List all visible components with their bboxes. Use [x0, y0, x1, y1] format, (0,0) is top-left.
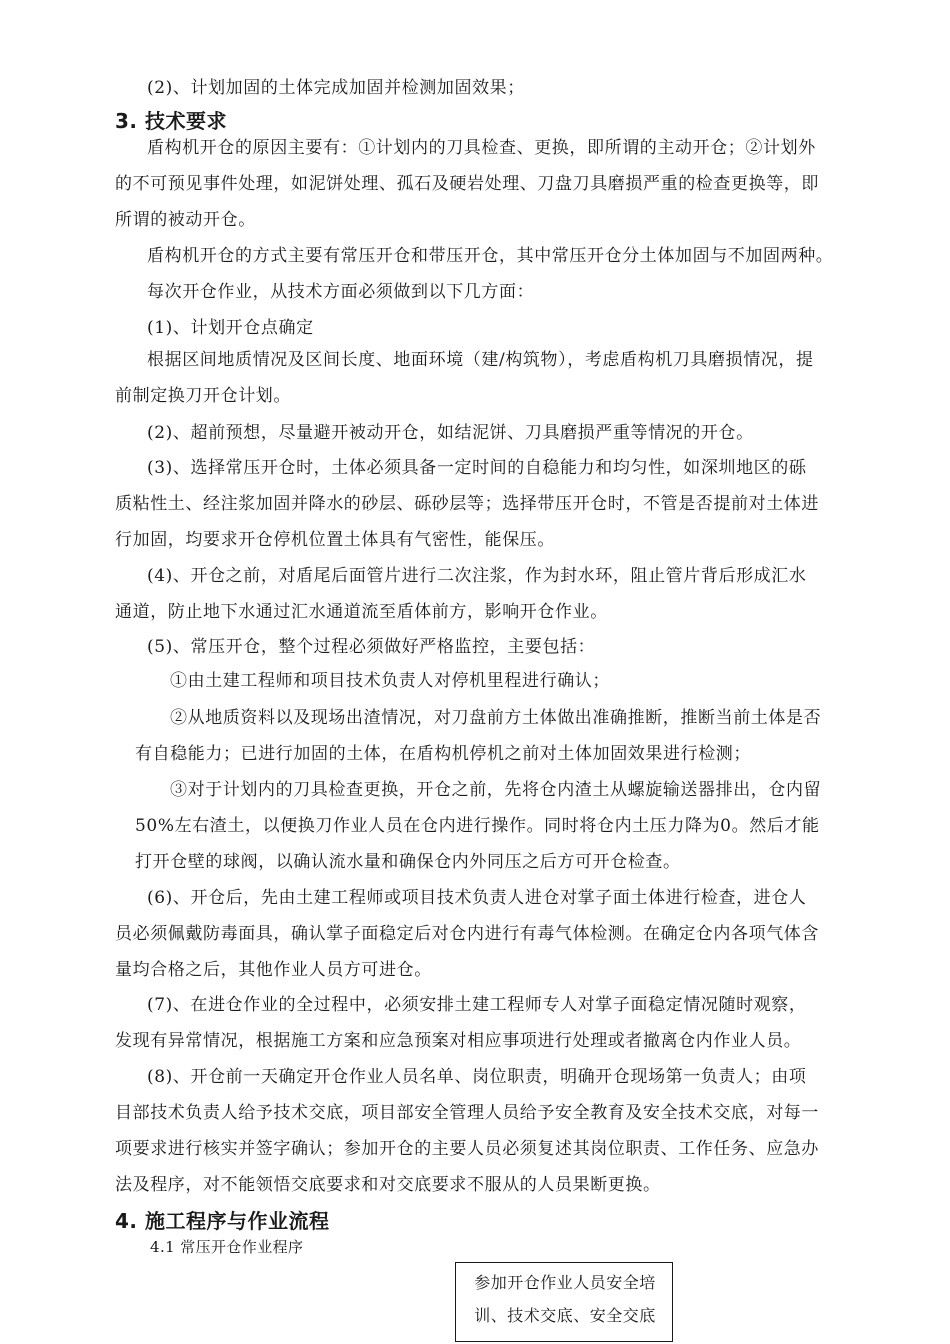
section-heading-construction-procedure: 4. 施工程序与作业流程: [115, 1209, 330, 1233]
paragraph-line: 盾构机开仓的方式主要有常压开仓和带压开仓，其中常压开仓分土体加固与不加固两种。: [147, 246, 834, 266]
paragraph-line: 发现有异常情况，根据施工方案和应急预案对相应事项进行处理或者撤离仓内作业人员。: [115, 1031, 802, 1051]
flowchart-step-text: 训、技术交底、安全交底: [474, 1306, 656, 1325]
paragraph-line: 通道，防止地下水通过汇水通道流至盾体前方，影响开仓作业。: [115, 602, 608, 622]
paragraph-line: (4)、开仓之前，对盾尾后面管片进行二次注浆，作为封水环，阻止管片背后形成汇水: [147, 566, 807, 586]
section-heading-tech-requirements: 3. 技术要求: [115, 109, 227, 133]
paragraph-line: (6)、开仓后，先由土建工程师或项目技术负责人进仓对掌子面土体进行检查，进仓人: [147, 888, 807, 908]
paragraph-line: (7)、在进仓作业的全过程中，必须安排土建工程师专人对掌子面稳定情况随时观察，: [147, 995, 807, 1015]
paragraph-line: 根据区间地质情况及区间长度、地面环境（建/构筑物），考虑盾构机刀具磨损情况，提: [147, 350, 814, 370]
paragraph-line: 法及程序，对不能领悟交底要求和对交底要求不服从的人员果断更换。: [115, 1175, 661, 1195]
flowchart-step-text: 参加开仓作业人员安全培: [474, 1273, 656, 1292]
paragraph-line: ③对于计划内的刀具检查更换，开仓之前，先将仓内渣土从螺旋输送器排出，仓内留: [170, 780, 822, 800]
flowchart-step-box: [455, 1262, 673, 1342]
subsection-heading: 4.1 常压开仓作业程序: [150, 1238, 304, 1256]
paragraph-line: ①由土建工程师和项目技术负责人对停机里程进行确认；: [170, 671, 610, 691]
paragraph-line: 的不可预见事件处理，如泥饼处理、孤石及硬岩处理、刀盘刀具磨损严重的检查更换等，即: [115, 174, 819, 194]
paragraph-line: ②从地质资料以及现场出渣情况，对刀盘前方土体做出准确推断，推断当前土体是否: [170, 708, 822, 728]
paragraph-line: (5)、常压开仓，整个过程必须做好严格监控，主要包括：: [147, 637, 596, 657]
paragraph-line: (2)、计划加固的土体完成加固并检测加固效果；: [147, 78, 525, 98]
paragraph-line: 有自稳能力；已进行加固的土体，在盾构机停机之前对土体加固效果进行检测；: [135, 744, 751, 764]
paragraph-line: 量均合格之后，其他作业人员方可进仓。: [115, 960, 432, 980]
paragraph-line: 盾构机开仓的原因主要有：①计划内的刀具检查、更换，即所谓的主动开仓；②计划外: [147, 138, 816, 158]
paragraph-line: 目部技术负责人给予技术交底，项目部安全管理人员给予安全教育及安全技术交底，对每一: [115, 1103, 819, 1123]
paragraph-line: 每次开仓作业，从技术方面必须做到以下几方面：: [147, 282, 535, 302]
paragraph-line: (8)、开仓前一天确定开仓作业人员名单、岗位职责，明确开仓现场第一负责人；由项: [147, 1067, 807, 1087]
paragraph-line: 所谓的被动开仓。: [115, 210, 256, 230]
paragraph-line: (2)、超前预想，尽量避开被动开仓，如结泥饼、刀具磨损严重等情况的开仓。: [147, 423, 754, 443]
paragraph-line: 行加固，均要求开仓停机位置土体具有气密性，能保压。: [115, 530, 555, 550]
paragraph-line: 50%左右渣土，以便换刀作业人员在仓内进行操作。同时将仓内土压力降为0。然后才能: [135, 816, 820, 836]
paragraph-line: (3)、选择常压开仓时，土体必须具备一定时间的自稳能力和均匀性，如深圳地区的砾: [147, 458, 807, 478]
paragraph-line: 质粘性土、经注浆加固并降水的砂层、砾砂层等；选择带压开仓时，不管是否提前对土体进: [115, 494, 819, 514]
paragraph-line: 打开仓壁的球阀，以确认流水量和确保仓内外同压之后方可开仓检查。: [135, 852, 681, 872]
paragraph-line: 前制定换刀开仓计划。: [115, 386, 291, 406]
paragraph-line: 员必须佩戴防毒面具，确认掌子面稳定后对仓内进行有毒气体检测。在确定仓内各项气体含: [115, 924, 819, 944]
paragraph-line: (1)、计划开仓点确定: [147, 318, 314, 338]
paragraph-line: 项要求进行核实并签字确认；参加开仓的主要人员必须复述其岗位职责、工作任务、应急办: [115, 1139, 819, 1159]
